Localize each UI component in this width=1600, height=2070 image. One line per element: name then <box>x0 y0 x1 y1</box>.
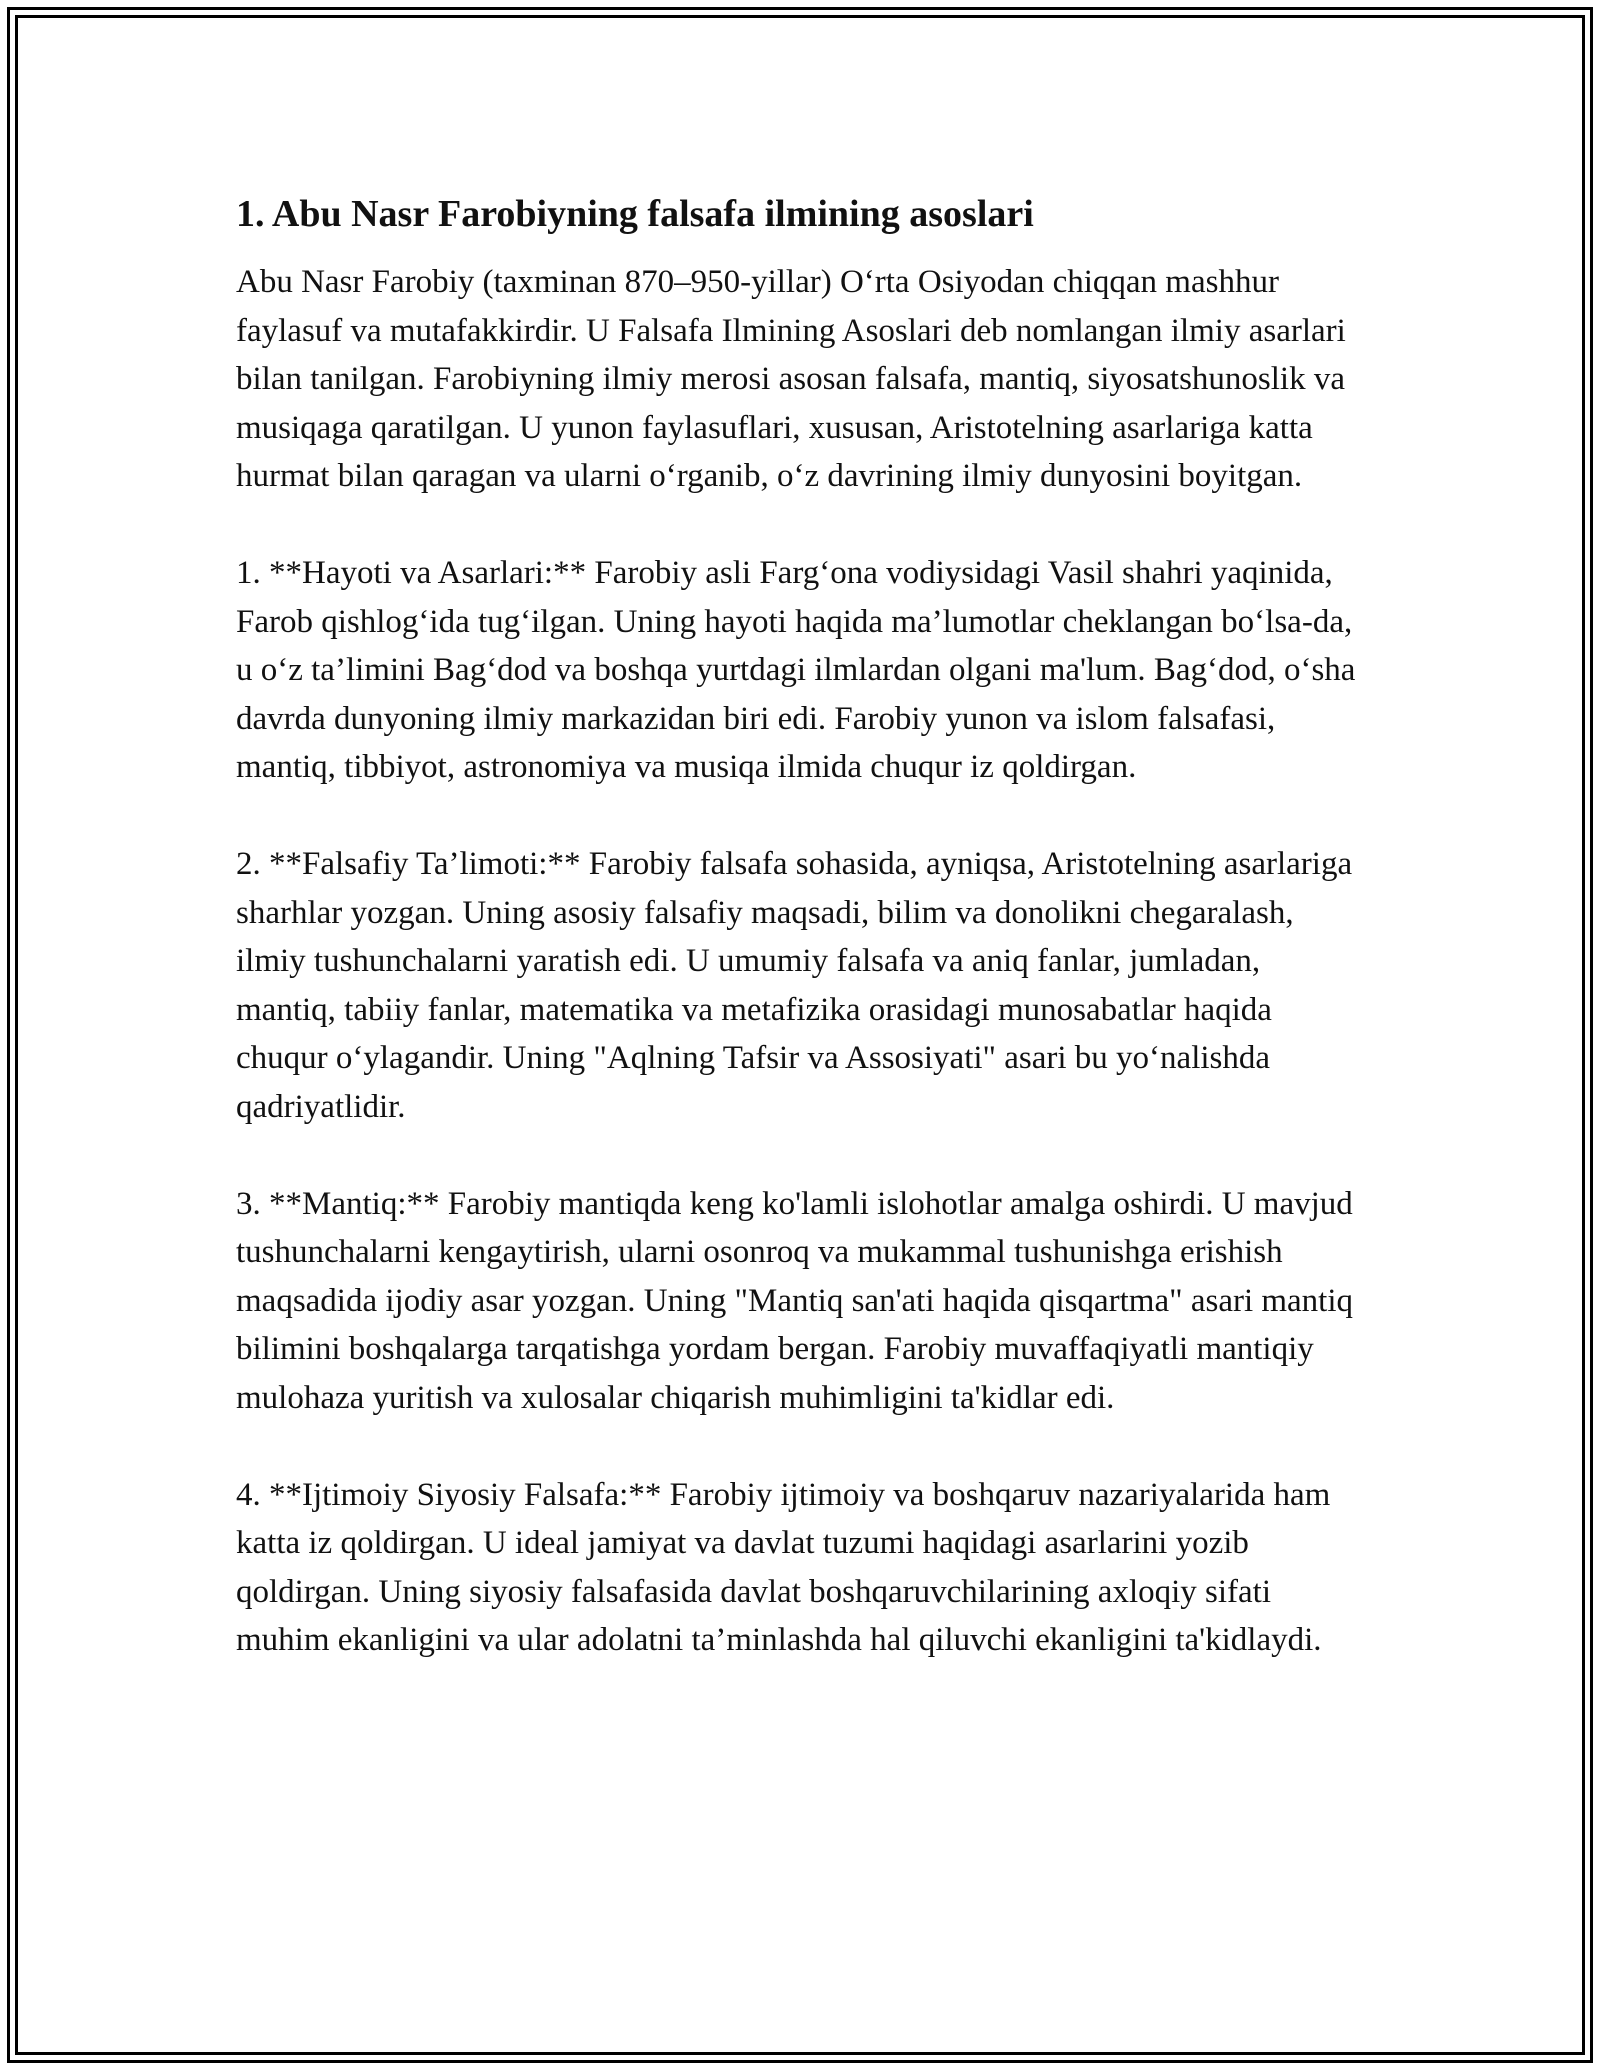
paragraph-hayoti-va-asarlari: 1. **Hayoti va Asarlari:** Farobiy asli Farg‘ona vodiysidagi Vasil shahri yaqinida, Farob qishlog‘ida tug‘ilgan. Uning hayoti haqida ma’lumotlar cheklangan bo‘lsa-da, u o‘z ta’limini Bag‘dod va boshqa yurtdagi ilmlardan olgani ma'lum. Bag‘dod, o‘sha davrda dunyoning ilmiy markazidan biri edi. Farobiy yunon va islom falsafasi, mantiq, tibbiyot, astronomiya va musiqa ilmida chuqur iz qoldirgan. <box>236 555 1356 785</box>
paragraph-falsafiy-talimoti: 2. **Falsafiy Ta’limoti:** Farobiy falsafa sohasida, ayniqsa, Aristotelning asarlariga sharhlar yozgan. Uning asosiy falsafiy maqsadi, bilim va donolikni chegaralash, ilmiy tushunchalarni yaratish edi. U umumiy falsafa va aniq fanlar, jumladan, mantiq, tabiiy fanlar, matematika va metafizika orasidagi munosabatlar haqida chuqur o‘ylagandir. Uning "Aqlning Tafsir va Assosiyati" asari bu yo‘nalishda qadriyatlidir. <box>236 846 1353 1125</box>
paragraph-intro: Abu Nasr Farobiy (taxminan 870–950-yillar) O‘rta Osiyodan chiqqan mashhur faylasuf va mutafakkirdir. U Falsafa Ilmining Asoslari deb nomlangan ilmiy asarlari bilan tanilgan. Farobiyning ilmiy merosi asosan falsafa, mantiq, siyosatshunoslik va musiqaga qaratilgan. U yunon faylasuflari, xususan, Aristotelning asarlariga katta hurmat bilan qaragan va ularni o‘rganib, o‘z davrining ilmiy dunyosini boyitgan. <box>236 264 1346 494</box>
document-heading: 1. Abu Nasr Farobiyning falsafa ilmining asoslari <box>236 193 1034 235</box>
paragraph-mantiq: 3. **Mantiq:** Farobiy mantiqda keng ko'lamli islohotlar amalga oshirdi. U mavjud tushunchalarni kengaytirish, ularni osonroq va mukammal tushunishga erishish maqsadida ijodiy asar yozgan. Uning "Mantiq san'ati haqida qisqartma" asari mantiq bilimini boshqalarga tarqatishga yordam bergan. Farobiy muvaffaqiyatli mantiqiy mulohaza yuritish va xulosalar chiqarish muhimligini ta'kidlar edi. <box>236 1185 1354 1416</box>
document-body <box>236 188 1366 1665</box>
paragraph-ijtimoiy-siyosiy-falsafa: 4. **Ijtimoiy Siyosiy Falsafa:** Farobiy ijtimoiy va boshqaruv nazariyalarida ham katta iz qoldirgan. U ideal jamiyat va davlat tuzumi haqidagi asarlarini yozib qoldirgan. Uning siyosiy falsafasida davlat boshqaruvchilarining axloqiy sifati muhim ekanligini va ular adolatni ta’minlashda hal qiluvchi ekanligini ta'kidlaydi. <box>236 1476 1331 1658</box>
